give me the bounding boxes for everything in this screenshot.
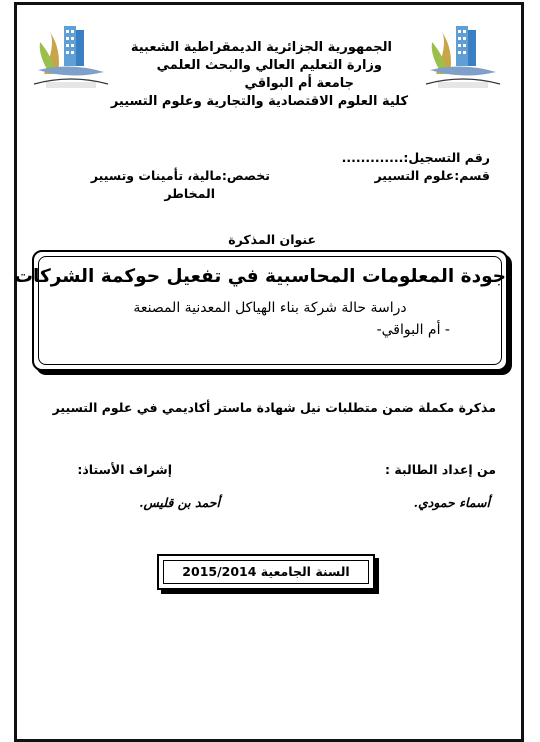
academic-year: السنة الجامعية 2015/2014 [182,564,350,579]
header-faculty: كلية العلوم الاقتصادية والتجارية وعلوم التسيير [110,94,408,109]
thesis-requirement: مذكرة مكملة ضمن متطلبات نيل شهادة ماستر أكاديمي في علوم التسيير [52,400,496,415]
university-logo-icon [420,22,506,100]
thesis-subtitle: دراسة حالة شركة بناء الهياكل المعدنية المصنعة [133,300,407,316]
student-name: أسماء حمودي. [413,495,490,510]
header-university: جامعة أم البواقي [244,76,354,91]
supervisor-name: أحمد بن قليس. [139,495,220,510]
academic-year-frame [157,554,375,590]
thesis-location: - أم البواقي- [376,322,450,338]
header-ministry: وزارة التعليم العالي والبحث العلمي [156,58,382,73]
supervisor-label: إشراف الأستاذ: [77,462,172,477]
specialty-continued: المخاطر [164,186,215,201]
thesis-title: جودة المعلومات المحاسبية في تفعيل حوكمة الشركات [14,266,506,287]
thesis-title-label: عنوان المذكرة [228,232,316,247]
thesis-title-frame [14,250,508,371]
registration-number: رقم التسجيل:............. [341,150,490,165]
student-label: من إعداد الطالبة : [384,462,496,477]
header-republic: الجمهورية الجزائرية الديمقراطية الشعبية [130,40,392,55]
university-logo-icon [28,22,114,100]
department: قسم:علوم التسيير [374,168,490,183]
page-border [14,2,524,742]
specialty: تخصص:مالية، تأمينات وتسيير [90,168,270,183]
